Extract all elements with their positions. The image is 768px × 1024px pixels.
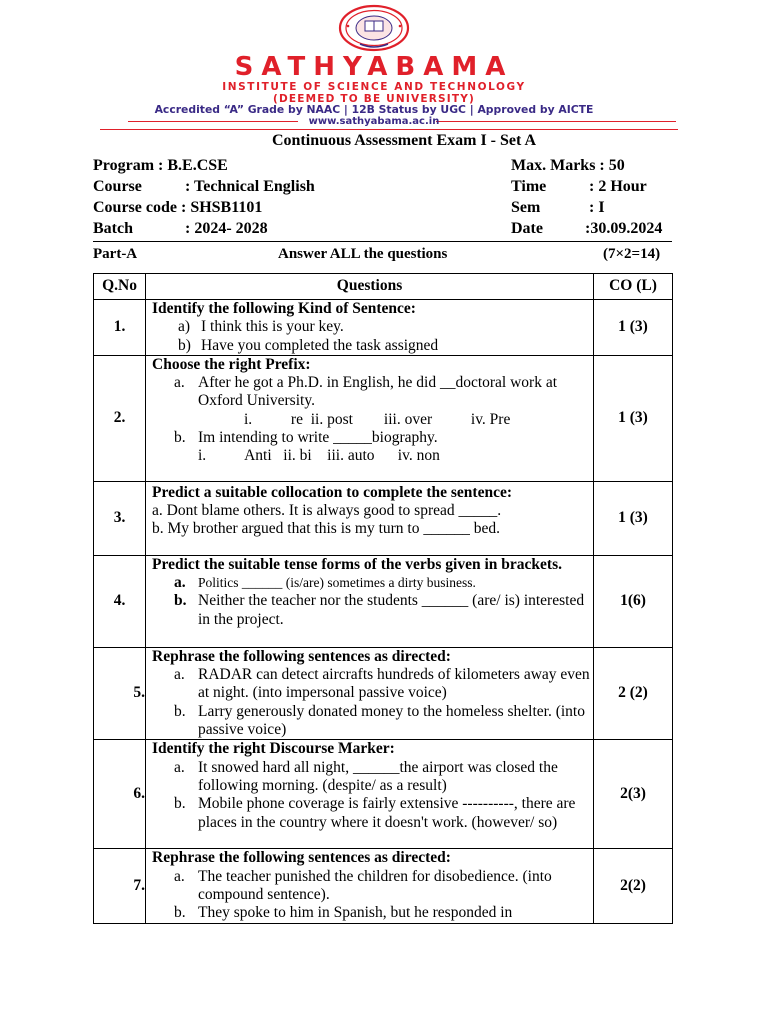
question-heading: Rephrase the following sentences as directed:	[152, 849, 451, 867]
question-heading: Rephrase the following sentences as directed:	[152, 647, 451, 665]
co-level: 1(6)	[594, 555, 673, 647]
question-body	[146, 740, 594, 849]
course-label: Course	[93, 178, 142, 195]
option-label: a.	[174, 867, 185, 885]
question-body	[146, 300, 594, 356]
option-b	[152, 703, 593, 740]
option-label: b.	[174, 429, 186, 447]
table-row	[94, 849, 673, 923]
table-row	[94, 555, 673, 647]
option-b-choices: i. Anti ii. bi iii. auto iv. non	[198, 447, 440, 465]
option-a	[152, 374, 593, 411]
option-b	[152, 429, 593, 447]
co-level: 1 (3)	[594, 355, 673, 481]
part-name: Part-A	[93, 246, 138, 262]
question-number: 2.	[94, 355, 146, 481]
option-text: They spoke to him in Spanish, but he responded in	[198, 904, 513, 922]
sem-label: Sem	[511, 199, 541, 216]
exam-title: Continuous Assessment Exam I - Set A	[271, 132, 537, 149]
option-text: Politics ______ (is/are) sometimes a dirty business.	[198, 575, 476, 591]
website-link[interactable]: www.sathyabama.ac.in	[308, 116, 440, 127]
question-number: 1.	[94, 300, 146, 356]
option-a	[152, 318, 593, 336]
question-body	[146, 355, 594, 481]
time-value: : 2 Hour	[589, 178, 647, 195]
option-text: Neither the teacher nor the students ______ (are/ is) interested in the project.	[198, 592, 585, 628]
question-heading: Identify the following Kind of Sentence:	[152, 300, 416, 317]
option-b: b. My brother argued that this is my turn to ______ bed.	[152, 520, 500, 538]
question-number: 4.	[94, 555, 146, 647]
co-level: 2(2)	[594, 849, 673, 923]
question-body	[146, 647, 594, 739]
option-b	[152, 592, 593, 629]
option-b	[152, 904, 593, 922]
info-divider	[93, 241, 672, 242]
sem-value: : I	[589, 199, 605, 216]
option-a	[152, 574, 593, 592]
option-a	[152, 666, 593, 703]
question-body	[146, 849, 594, 923]
question-number: 5.	[94, 647, 146, 739]
batch-value: : 2024- 2028	[185, 220, 268, 237]
table-row	[94, 740, 673, 849]
option-text: The teacher punished the children for disobedience. (into compound sentence).	[198, 867, 552, 903]
question-heading: Identify the right Discourse Marker:	[152, 740, 395, 758]
question-heading: Predict the suitable tense forms of the verbs given in brackets.	[152, 555, 562, 573]
option-label: b.	[174, 592, 187, 610]
option-text: Im intending to write _____biography.	[198, 429, 438, 447]
question-heading: Choose the right Prefix:	[152, 355, 311, 373]
course-value: : Technical English	[185, 178, 315, 195]
option-a	[152, 759, 593, 796]
option-label: a.	[174, 758, 185, 776]
option-label: b.	[174, 904, 186, 922]
question-body	[146, 555, 594, 647]
header-qno: Q.No	[94, 274, 146, 300]
date-label: Date	[511, 220, 543, 237]
question-body	[146, 481, 594, 555]
table-row	[94, 481, 673, 555]
option-text: Larry generously donated money to the homeless shelter. (into passive voice)	[198, 702, 585, 739]
question-number: 7.	[94, 849, 146, 923]
course-code-label: Course code : SHSB1101	[93, 199, 263, 216]
institution-deemed-status: (DEEMED TO BE UNIVERSITY)	[272, 93, 476, 105]
option-a-choices: i. re ii. post iii. over iv. Pre	[244, 410, 511, 428]
table-row	[94, 647, 673, 739]
option-label: b.	[174, 795, 186, 813]
max-marks-label: Max. Marks : 50	[511, 157, 625, 174]
questions-table	[93, 273, 673, 924]
header-rule	[100, 129, 678, 130]
option-text: RADAR can detect aircrafts hundreds of kilometers away even at night. (into impersonal passive voice)	[198, 666, 590, 702]
part-marks: (7×2=14)	[603, 246, 661, 262]
option-label: a.	[174, 574, 186, 592]
option-text: It snowed hard all night, ______the airport was closed the following morning. (despite/ as a result)	[198, 758, 558, 794]
co-level: 1 (3)	[594, 300, 673, 356]
option-text: Mobile phone coverage is fairly extensive ----------, there are places in the country where it doesn't work. (however/ so)	[198, 795, 576, 831]
institution-name: SATHYABAMA	[234, 52, 514, 82]
option-b	[152, 337, 593, 355]
header-questions: Questions	[146, 274, 594, 300]
time-label: Time	[511, 178, 547, 195]
co-level: 1 (3)	[594, 481, 673, 555]
option-label: b.	[174, 702, 186, 720]
table-header-row	[94, 274, 673, 300]
option-label: a)	[178, 318, 191, 336]
option-label: a.	[174, 374, 185, 392]
option-a: a. Dont blame others. It is always good to spread _____.	[152, 502, 502, 520]
co-level: 2(3)	[594, 740, 673, 849]
option-text: Have you completed the task assigned	[201, 336, 439, 354]
date-value: :30.09.2024	[585, 220, 663, 237]
question-number: 3.	[94, 481, 146, 555]
program-label: Program : B.E.CSE	[93, 157, 228, 174]
accreditation-line: Accredited “A” Grade by NAAC | 12B Status by UGC | Approved by AICTE	[154, 103, 594, 116]
option-label: a.	[174, 666, 185, 684]
option-a	[152, 868, 593, 905]
part-instruction: Answer ALL the questions	[278, 246, 448, 262]
header-co: CO (L)	[594, 274, 673, 300]
co-level: 2 (2)	[594, 647, 673, 739]
batch-label: Batch	[93, 220, 133, 237]
table-row	[94, 355, 673, 481]
university-emblem-icon	[336, 4, 412, 56]
question-number: 6.	[94, 740, 146, 849]
table-row	[94, 300, 673, 356]
question-heading: Predict a suitable collocation to complete the sentence:	[152, 483, 513, 501]
option-label: b)	[178, 336, 191, 354]
institution-subtitle: INSTITUTE OF SCIENCE AND TECHNOLOGY	[222, 81, 526, 93]
option-b	[152, 795, 593, 832]
institution-header	[0, 0, 768, 130]
option-text: I think this is your key.	[201, 318, 344, 336]
option-text: After he got a Ph.D. in English, he did __doctoral work at Oxford University.	[198, 374, 558, 410]
